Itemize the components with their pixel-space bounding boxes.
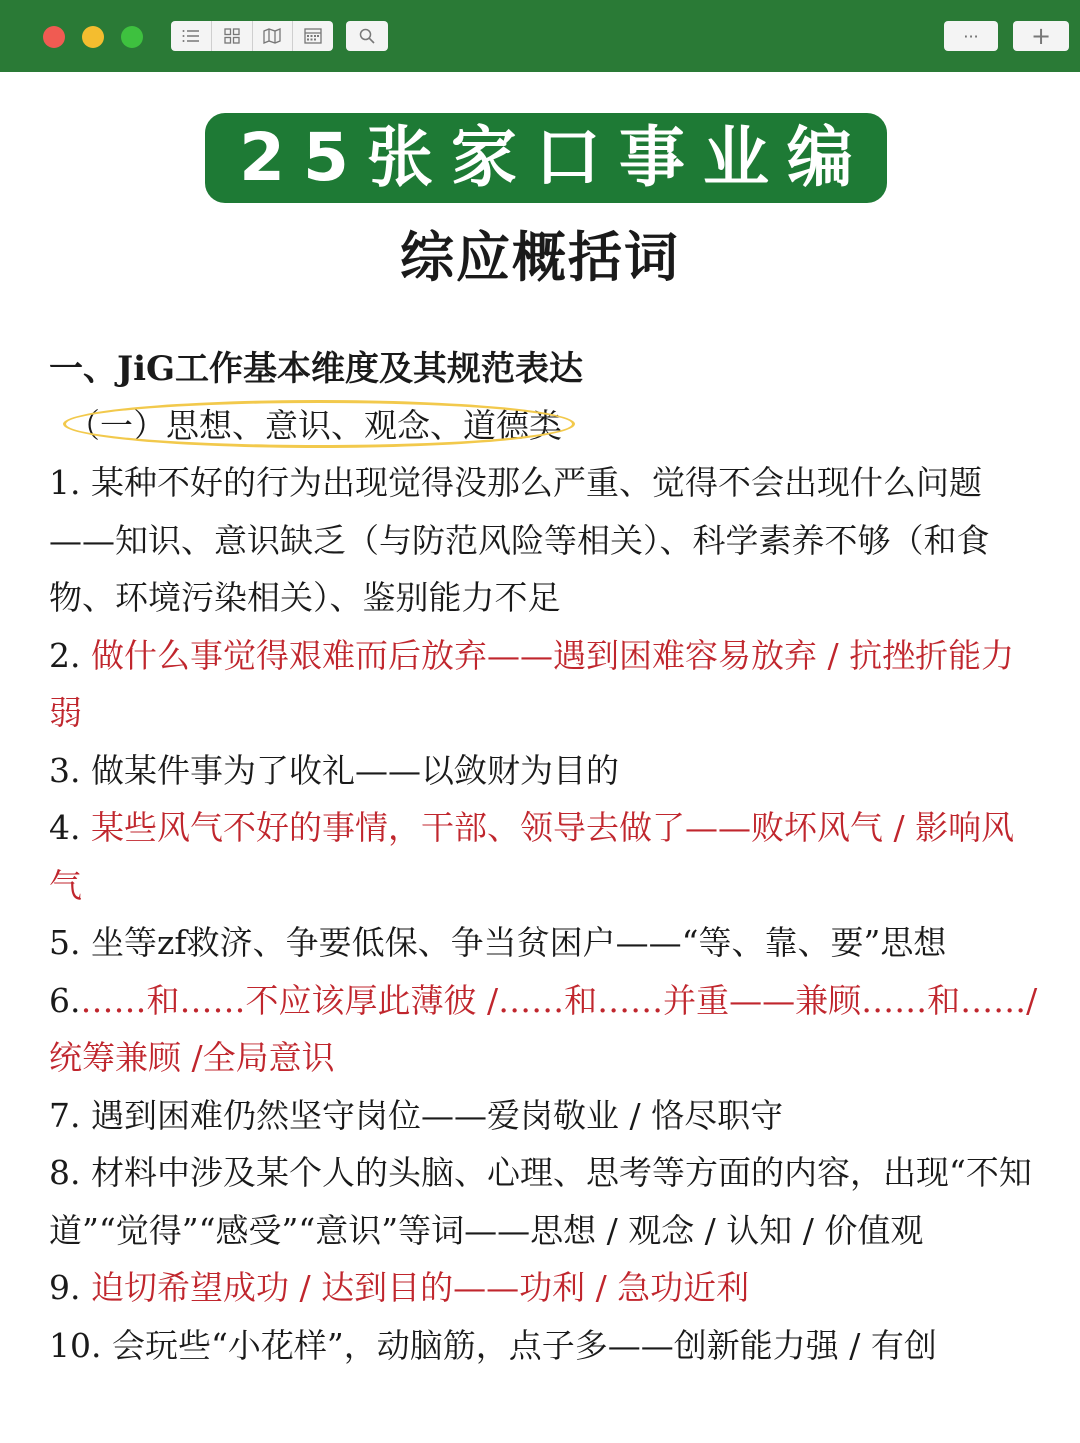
more-icon: ··· [963,26,979,46]
page-title: 25张家口事业编 [239,119,871,196]
section-heading: 一、JiG工作基本维度及其规范表达 [49,349,584,389]
close-window-button[interactable] [43,26,65,48]
item-number: 7. [49,1095,81,1135]
item-list [49,454,1039,1374]
map-view-button[interactable] [253,21,294,51]
item-text: 某些风气不好的事情，干部、领导去做了——败坏风气 / 影响风气 [49,808,1015,905]
item-text: 做什么事觉得艰难而后放弃——遇到困难容易放弃 / 抗挫折能力弱 [49,635,1015,732]
calendar-icon [304,28,322,44]
plus-icon: + [1030,22,1052,50]
item-number: 4. [49,808,81,847]
map-icon [263,28,281,44]
grid-icon [224,28,240,44]
view-switcher [171,21,333,51]
list-icon [182,29,200,43]
list-item [49,1144,1039,1259]
item-text: 会玩些“小花样”，动脑筋，点子多——创新能力强 / 有创 [101,1325,937,1365]
list-item [49,972,1039,1087]
item-number: 6. [49,980,81,1020]
subsection-heading-text: （一）思想、意识、观念、道德类 [67,406,562,445]
item-number: 9. [49,1268,81,1307]
title-banner [205,113,887,203]
item-text: 迫切希望成功 / 达到目的——功利 / 急功近利 [80,1268,750,1307]
list-view-button[interactable] [171,21,212,51]
list-item [49,1259,1039,1317]
item-text: 坐等zf救济、争要低保、争当贫困户——“等、靠、要”思想 [80,923,947,962]
grid-view-button[interactable] [212,21,253,51]
add-button[interactable] [1013,21,1069,51]
search-icon [359,28,375,44]
item-number: 5. [49,923,81,962]
zoom-window-button[interactable] [121,26,143,48]
item-number: 10. [49,1325,102,1365]
item-text: ……和……不应该厚此薄彼 /……和……并重——兼顾……和……/ 统筹兼顾 /全局意识 [49,980,1038,1077]
subsection-heading [49,398,1039,454]
item-text: 某种不好的行为出现觉得没那么严重、觉得不会出现什么问题——知识、意识缺乏（与防范风险等相关）、科学素养不够（和食物、环境污染相关）、鉴别能力不足 [49,463,990,617]
window-titlebar [0,0,1080,72]
item-number: 2. [49,635,81,675]
item-text: 材料中涉及某个人的头脑、心理、思考等方面的内容，出现“不知道”“觉得”“感受”“意识”等词——思想 / 观念 / 认知 / 价值观 [49,1153,1032,1250]
highlight-ring [63,400,575,448]
page-subtitle: 综应概括词 [400,225,680,289]
more-button[interactable] [944,21,998,51]
minimize-window-button[interactable] [82,26,104,48]
list-item [49,742,1039,800]
item-number: 1. [49,463,81,502]
item-text: 遇到困难仍然坚守岗位——爱岗敬业 / 恪尽职守 [80,1095,784,1135]
calendar-view-button[interactable] [293,21,333,51]
item-text: 做某件事为了收礼——以敛财为目的 [80,750,619,790]
list-item [49,1087,1039,1145]
document-body [49,340,1039,1374]
list-item [49,454,1039,627]
list-item [49,627,1039,742]
list-item [49,1317,1039,1375]
list-item [49,799,1039,914]
search-button[interactable] [346,21,388,51]
item-number: 3. [49,750,81,790]
item-number: 8. [49,1153,81,1192]
list-item [49,914,1039,972]
